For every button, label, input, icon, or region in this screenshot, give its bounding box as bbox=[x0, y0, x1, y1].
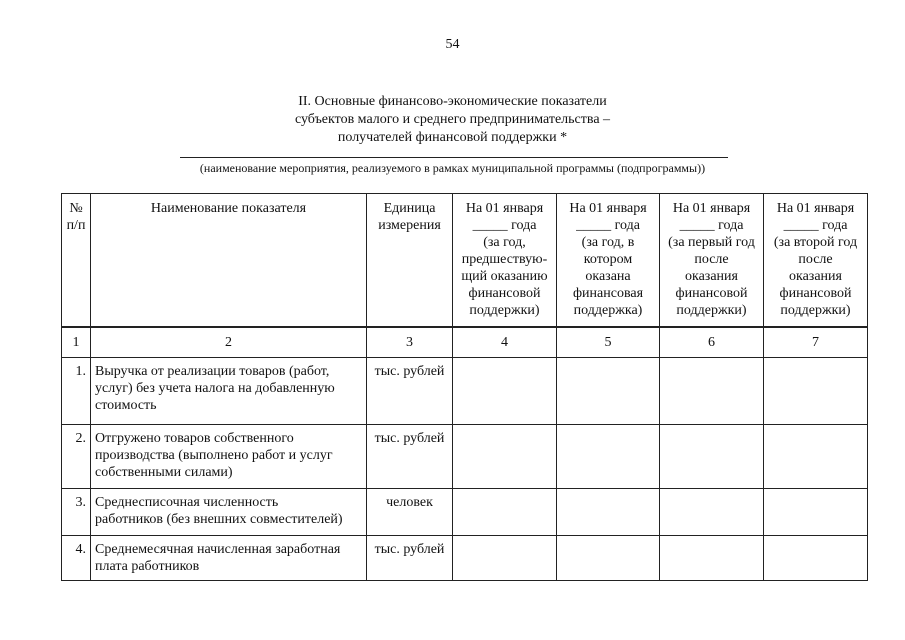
indicator-name bbox=[91, 536, 367, 581]
text-line: п/п bbox=[66, 218, 86, 233]
text-line: № bbox=[69, 201, 83, 216]
text-line: оказания bbox=[789, 269, 842, 284]
page-title bbox=[0, 93, 905, 147]
text-line: поддержка) bbox=[573, 303, 643, 318]
text-line: На 01 января bbox=[465, 201, 544, 216]
text-line: (за год, bbox=[483, 235, 526, 250]
row-number: 3. bbox=[62, 489, 91, 536]
indicators-table bbox=[61, 193, 868, 581]
text-line: производства (выполнено работ и услуг bbox=[95, 448, 333, 463]
title-line: II. Основные финансово-экономические показатели bbox=[298, 94, 607, 109]
indicator-name bbox=[91, 489, 367, 536]
text-line: финансовой bbox=[779, 286, 852, 301]
header-num bbox=[62, 194, 91, 327]
column-number-row bbox=[62, 328, 868, 358]
value-cell[interactable] bbox=[764, 358, 868, 425]
indicator-name bbox=[91, 425, 367, 489]
text-line: поддержки) bbox=[780, 303, 851, 318]
text-line: На 01 января bbox=[672, 201, 751, 216]
value-cell[interactable] bbox=[660, 425, 764, 489]
column-number: 3 bbox=[367, 328, 453, 358]
text-line: На 01 января bbox=[569, 201, 647, 216]
value-cell[interactable] bbox=[453, 425, 557, 489]
title-line: субъектов малого и среднего предпринимательства – bbox=[294, 112, 611, 127]
value-cell[interactable] bbox=[453, 489, 557, 536]
header-unit bbox=[367, 194, 453, 327]
text-line: Выручка от реализации товаров (работ, bbox=[95, 364, 330, 379]
row-number: 2. bbox=[62, 425, 91, 489]
header-col4 bbox=[453, 194, 557, 327]
text-line: оказана bbox=[585, 269, 631, 284]
text-line: Среднемесячная начисленная заработная bbox=[95, 542, 341, 557]
text-line: Среднесписочная численность bbox=[95, 495, 279, 510]
value-cell[interactable] bbox=[764, 536, 868, 581]
text-line: предшествую- bbox=[461, 252, 548, 267]
text-line: финансовой bbox=[675, 286, 748, 301]
value-cell[interactable] bbox=[660, 358, 764, 425]
text-line: (за второй год bbox=[773, 235, 858, 250]
text-line: щий оказанию bbox=[461, 269, 548, 284]
table-row bbox=[62, 536, 868, 581]
text-line: Единица bbox=[383, 201, 436, 216]
value-cell[interactable] bbox=[557, 358, 660, 425]
text-line: _____ года bbox=[576, 218, 640, 233]
header-row bbox=[62, 194, 868, 327]
text-line: работников (без внешних совместителей) bbox=[95, 512, 343, 527]
text-line: котором bbox=[583, 252, 633, 267]
fill-in-caption: (наименование мероприятия, реализуемого в рамках муниципальной программы (подпрограммы)) bbox=[199, 161, 706, 175]
column-number: 7 bbox=[764, 328, 868, 358]
table-row bbox=[62, 489, 868, 536]
text-line: услуг) без учета налога на добавленную bbox=[95, 381, 335, 396]
column-number: 5 bbox=[557, 328, 660, 358]
value-cell[interactable] bbox=[453, 536, 557, 581]
text-line: (за год, в bbox=[581, 235, 635, 250]
text-line: измерения bbox=[378, 218, 441, 233]
column-number: 2 bbox=[91, 328, 367, 358]
row-number: 4. bbox=[62, 536, 91, 581]
title-line: получателей финансовой поддержки * bbox=[337, 130, 568, 145]
table-row bbox=[62, 358, 868, 425]
text-line: _____ года bbox=[679, 218, 744, 233]
text-line: после bbox=[798, 252, 833, 267]
indicator-name bbox=[91, 358, 367, 425]
text-line: плата работников bbox=[95, 559, 200, 574]
text-line: стоимость bbox=[95, 398, 157, 413]
text-line: _____ года bbox=[783, 218, 848, 233]
value-cell[interactable] bbox=[557, 489, 660, 536]
column-number: 1 bbox=[62, 328, 91, 358]
text-line: оказания bbox=[685, 269, 738, 284]
value-cell[interactable] bbox=[764, 425, 868, 489]
page-number: 54 bbox=[445, 37, 460, 52]
text-line: (за первый год bbox=[668, 235, 755, 250]
column-number: 4 bbox=[453, 328, 557, 358]
text-line: собственными силами) bbox=[95, 465, 233, 480]
unit-cell: тыс. рублей bbox=[367, 536, 453, 581]
fill-in-line bbox=[180, 157, 728, 158]
value-cell[interactable] bbox=[764, 489, 868, 536]
header-col6 bbox=[660, 194, 764, 327]
text-line: Наименование показателя bbox=[150, 201, 307, 216]
value-cell[interactable] bbox=[660, 489, 764, 536]
text-line: поддержки) bbox=[676, 303, 747, 318]
text-line: Отгружено товаров собственного bbox=[95, 431, 294, 446]
text-line: финансовой bbox=[468, 286, 541, 301]
text-line: поддержки) bbox=[469, 303, 540, 318]
text-line: после bbox=[694, 252, 729, 267]
header-name bbox=[91, 194, 367, 327]
header-col5 bbox=[557, 194, 660, 327]
unit-cell: тыс. рублей bbox=[367, 358, 453, 425]
column-number: 6 bbox=[660, 328, 764, 358]
unit-cell: человек bbox=[367, 489, 453, 536]
text-line: _____ года bbox=[472, 218, 537, 233]
table-row bbox=[62, 425, 868, 489]
value-cell[interactable] bbox=[660, 536, 764, 581]
value-cell[interactable] bbox=[557, 425, 660, 489]
header-col7 bbox=[764, 194, 868, 327]
value-cell[interactable] bbox=[557, 536, 660, 581]
row-number: 1. bbox=[62, 358, 91, 425]
value-cell[interactable] bbox=[453, 358, 557, 425]
text-line: финансовая bbox=[572, 286, 644, 301]
text-line: На 01 января bbox=[776, 201, 855, 216]
unit-cell: тыс. рублей bbox=[367, 425, 453, 489]
